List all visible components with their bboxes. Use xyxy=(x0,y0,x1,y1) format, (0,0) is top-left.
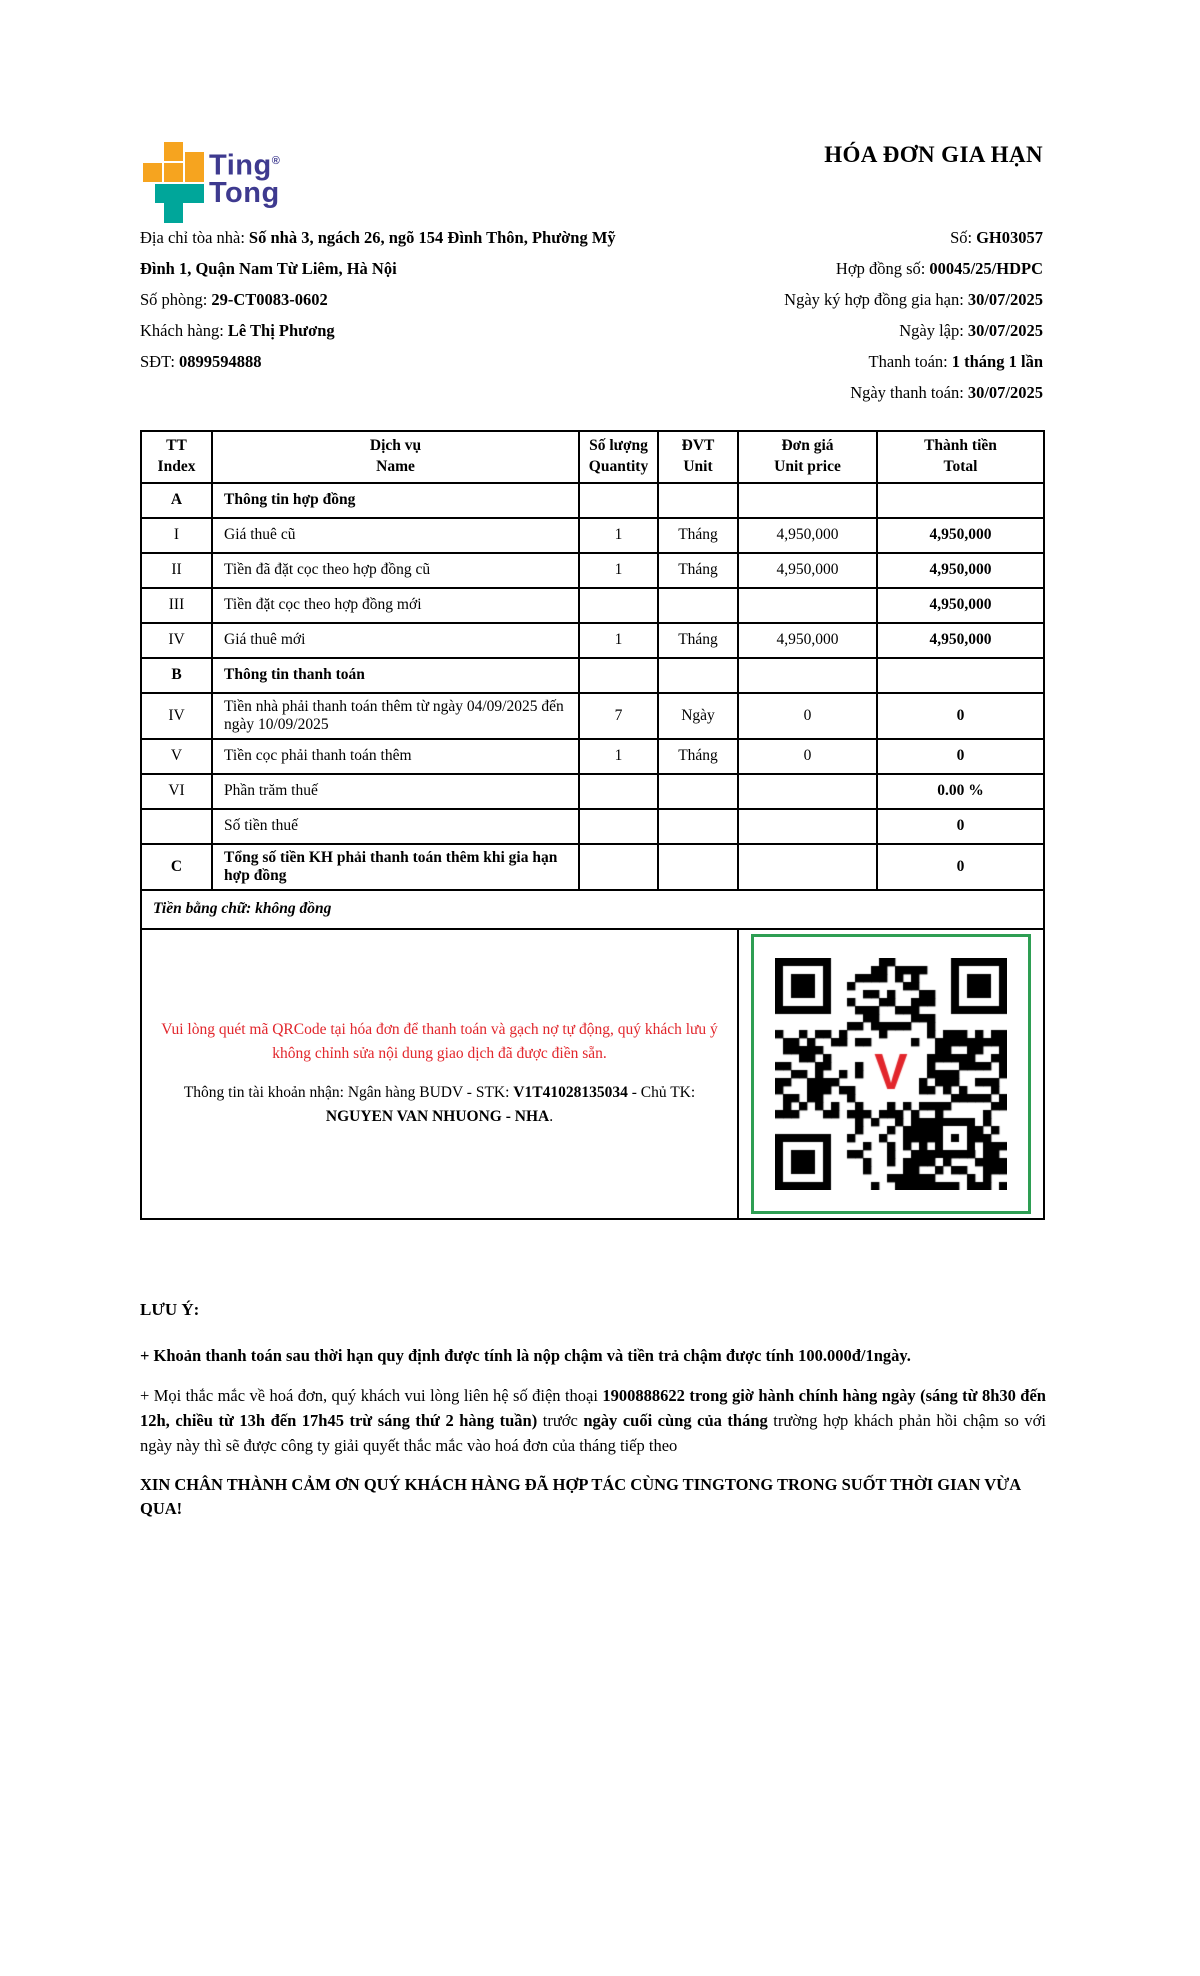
cell-index: III xyxy=(141,588,212,623)
info-line xyxy=(784,222,1043,253)
cell-total xyxy=(877,483,1044,518)
info-value: 0899594888 xyxy=(178,352,262,371)
cell-index: B xyxy=(141,658,212,693)
cell-index: IV xyxy=(141,693,212,739)
cell-unit-price xyxy=(738,774,877,809)
cell-quantity: 7 xyxy=(579,693,658,739)
late-payment-note: + Khoản thanh toán sau thời hạn quy định được tính là nộp chậm và tiền trả chậm được tính 100.000đ/1ngày. xyxy=(140,1345,911,1365)
table-row xyxy=(141,739,1044,774)
info-label: SĐT: xyxy=(140,352,175,371)
info-value: Lê Thị Phương xyxy=(227,321,335,340)
column-header: ĐVT Unit xyxy=(658,431,738,483)
column-header: Dịch vụ Name xyxy=(212,431,579,483)
info-value: 30/07/2025 xyxy=(967,383,1043,402)
cell-index: V xyxy=(141,739,212,774)
info-line xyxy=(784,377,1043,408)
info-value: 30/07/2025 xyxy=(967,290,1043,309)
cell-unit-price xyxy=(738,483,877,518)
cell-service-name: Tổng số tiền KH phải thanh toán thêm khi gia hạn hợp đồng xyxy=(212,844,579,890)
cell-index: I xyxy=(141,518,212,553)
cell-total: 0.00 % xyxy=(877,774,1044,809)
cell-unit-price: 0 xyxy=(738,739,877,774)
info-line xyxy=(784,253,1043,284)
cell-quantity: 1 xyxy=(579,518,658,553)
cell-unit-price: 0 xyxy=(738,693,877,739)
cell-unit-price: 4,950,000 xyxy=(738,553,877,588)
table-row xyxy=(141,483,1044,518)
tingtong-logo-icon xyxy=(142,138,206,228)
receiving-account-info: Thông tin tài khoản nhận: Ngân hàng BUDV - STK: V1T41028135034 - Chủ TK: NGUYEN VAN NHUONG - NHA. xyxy=(183,1084,696,1126)
cell-unit xyxy=(658,658,738,693)
cell-quantity xyxy=(579,844,658,890)
info-value: 30/07/2025 xyxy=(967,321,1043,340)
cell-quantity: 1 xyxy=(579,623,658,658)
cell-service-name: Tiền đặt cọc theo hợp đồng mới xyxy=(212,588,579,623)
info-label: Địa chỉ tòa nhà: xyxy=(140,228,245,247)
invoice-meta xyxy=(784,222,1043,408)
cell-service-name: Tiền cọc phải thanh toán thêm xyxy=(212,739,579,774)
table-row xyxy=(141,553,1044,588)
info-value: 29-CT0083-0602 xyxy=(211,290,328,309)
payment-instructions-cell xyxy=(141,929,738,1219)
table-row xyxy=(141,623,1044,658)
cell-total: 4,950,000 xyxy=(877,553,1044,588)
table-row xyxy=(141,809,1044,844)
cell-unit: Tháng xyxy=(658,739,738,774)
registered-mark: ® xyxy=(271,155,281,167)
cell-total: 4,950,000 xyxy=(877,588,1044,623)
cell-index xyxy=(141,809,212,844)
cell-service-name: Phần trăm thuế xyxy=(212,774,579,809)
amount-in-words: Tiền bằng chữ: không đồng xyxy=(141,890,1044,929)
cell-unit: Ngày xyxy=(658,693,738,739)
cell-unit-price xyxy=(738,809,877,844)
info-line xyxy=(140,222,632,284)
cell-unit-price: 4,950,000 xyxy=(738,518,877,553)
amount-in-words-row xyxy=(141,890,1044,929)
table-header-row xyxy=(141,431,1044,483)
cell-total: 0 xyxy=(877,809,1044,844)
column-header: Đơn giá Unit price xyxy=(738,431,877,483)
cell-service-name: Tiền nhà phải thanh toán thêm từ ngày 04/09/2025 đến ngày 10/09/2025 xyxy=(212,693,579,739)
cell-quantity xyxy=(579,658,658,693)
cell-index: C xyxy=(141,844,212,890)
info-line xyxy=(140,284,632,315)
brand-name xyxy=(209,148,280,228)
info-value: 1 tháng 1 lần xyxy=(951,352,1043,371)
info-line xyxy=(784,284,1043,315)
info-value: GH03057 xyxy=(976,228,1043,247)
cell-index: VI xyxy=(141,774,212,809)
invoice-table xyxy=(140,430,1045,1220)
cell-unit: Tháng xyxy=(658,553,738,588)
info-label: Ngày lập: xyxy=(899,321,964,340)
cell-total xyxy=(877,658,1044,693)
info-label: Thanh toán: xyxy=(868,352,948,371)
cell-quantity: 1 xyxy=(579,739,658,774)
cell-unit-price: 4,950,000 xyxy=(738,623,877,658)
info-label: Ngày ký hợp đồng gia hạn: xyxy=(784,290,964,309)
cell-quantity: 1 xyxy=(579,553,658,588)
info-line xyxy=(140,346,632,377)
info-label: Số: xyxy=(950,228,973,247)
cell-unit xyxy=(658,809,738,844)
cell-service-name: Số tiền thuế xyxy=(212,809,579,844)
cell-index: IV xyxy=(141,623,212,658)
cell-index: A xyxy=(141,483,212,518)
qr-frame xyxy=(751,934,1031,1214)
cell-unit-price xyxy=(738,844,877,890)
cell-unit xyxy=(658,483,738,518)
qr-payment-note: Vui lòng quét mã QRCode tại hóa đơn để thanh toán và gạch nợ tự động, quý khách lưu ý không chỉnh sửa nội dung giao dịch đã được điền sẵn. xyxy=(161,1021,718,1063)
notes-title: LƯU Ý: xyxy=(140,1300,200,1319)
cell-service-name: Giá thuê cũ xyxy=(212,518,579,553)
brand-line1: Ting xyxy=(209,149,272,182)
column-header: Số lượng Quantity xyxy=(579,431,658,483)
brand-line2: Tong xyxy=(209,176,280,209)
cell-total: 4,950,000 xyxy=(877,518,1044,553)
table-row xyxy=(141,844,1044,890)
cell-unit-price xyxy=(738,588,877,623)
page-title: HÓA ĐƠN GIA HẠN xyxy=(824,142,1043,167)
table-row xyxy=(141,658,1044,693)
cell-total: 0 xyxy=(877,844,1044,890)
info-line xyxy=(784,346,1043,377)
info-value: Số nhà 3, ngách 26, ngõ 154 Đình Thôn, Phường Mỹ Đình 1, Quận Nam Từ Liêm, Hà Nội xyxy=(140,228,616,278)
cell-quantity xyxy=(579,483,658,518)
cell-service-name: Thông tin hợp đồng xyxy=(212,483,579,518)
notes-section xyxy=(140,1297,1046,1522)
cell-total: 0 xyxy=(877,739,1044,774)
cell-quantity xyxy=(579,809,658,844)
cell-service-name: Tiền đã đặt cọc theo hợp đồng cũ xyxy=(212,553,579,588)
cell-unit xyxy=(658,588,738,623)
info-line xyxy=(140,315,632,346)
column-header: Thành tiền Total xyxy=(877,431,1044,483)
brand-logo xyxy=(142,138,280,228)
qr-cell xyxy=(738,929,1044,1219)
qr-row xyxy=(141,929,1044,1219)
cell-unit: Tháng xyxy=(658,518,738,553)
cell-service-name: Giá thuê mới xyxy=(212,623,579,658)
info-label: Số phòng: xyxy=(140,290,208,309)
cell-quantity xyxy=(579,774,658,809)
info-line xyxy=(784,315,1043,346)
qr-code xyxy=(775,958,1007,1190)
cell-unit xyxy=(658,844,738,890)
cell-quantity xyxy=(579,588,658,623)
info-value: 00045/25/HDPC xyxy=(929,259,1043,278)
info-label: Ngày thanh toán: xyxy=(850,383,964,402)
cell-unit-price xyxy=(738,658,877,693)
cell-total: 4,950,000 xyxy=(877,623,1044,658)
cell-total: 0 xyxy=(877,693,1044,739)
table-row xyxy=(141,774,1044,809)
column-header: TT Index xyxy=(141,431,212,483)
info-label: Hợp đồng số: xyxy=(835,259,926,278)
table-row xyxy=(141,518,1044,553)
cell-unit: Tháng xyxy=(658,623,738,658)
thank-you-note: XIN CHÂN THÀNH CẢM ƠN QUÝ KHÁCH HÀNG ĐÃ HỢP TÁC CÙNG TINGTONG TRONG SUỐT THỜI GIAN VỪA QUA! xyxy=(140,1474,1021,1519)
customer-info xyxy=(140,222,632,377)
cell-index: II xyxy=(141,553,212,588)
info-label: Khách hàng: xyxy=(140,321,224,340)
hotline-note: + Mọi thắc mắc về hoá đơn, quý khách vui lòng liên hệ số điện thoại 1900888622 trong giờ hành chính hàng ngày (sáng từ 8h30 đến 12h, chiều từ 13h đến 17h45 trừ sáng thứ 2 hàng tuần) trước ngày cuối cùng của tháng trường hợp khách phản hồi chậm so với ngày này thì sẽ được công ty giải quyết thắc mắc vào hoá đơn của tháng tiếp theo xyxy=(140,1386,1046,1455)
table-row xyxy=(141,693,1044,739)
cell-unit xyxy=(658,774,738,809)
table-row xyxy=(141,588,1044,623)
cell-service-name: Thông tin thanh toán xyxy=(212,658,579,693)
